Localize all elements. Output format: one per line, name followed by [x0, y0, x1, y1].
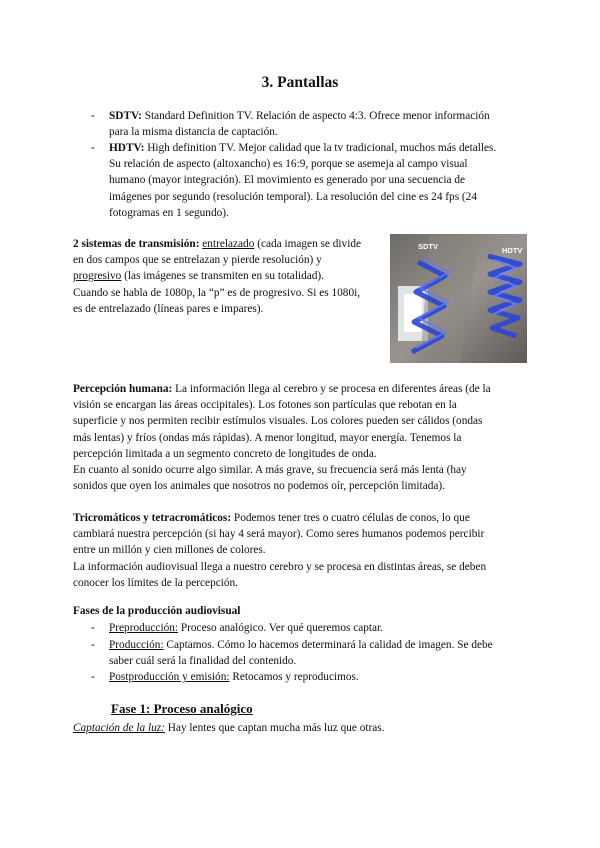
bullet-hdtv: HDTV: High definition TV. Mejor calidad que la tv tradicional, muchos más detalles. Su relación de aspecto (altoxancho) es 16:9, porque se asemeja al campo visual humano (mayor integración). El movimiento es generado por una secuencia de imágenes por segundo (resolución temporal). La resolución del cine es 24 fps (24 fotogramas en 1 segundo). [109, 142, 497, 219]
hdtv-label: HDTV [502, 246, 523, 255]
bullet-dash: - [91, 671, 95, 683]
term-sdtv: SDTV: [109, 110, 142, 122]
bullet-dash: - [91, 142, 95, 154]
page-title: 3. Pantallas [261, 74, 339, 91]
sdtv-label: SDTV [418, 242, 439, 251]
term-percepcion: Percepción humana: [73, 383, 173, 395]
transmission-paragraph: 2 sistemas de transmisión: entrelazado (cada imagen se divide en dos campos que se entrelazan y pierde resolución) y progresivo (las imágenes se transmiten en su totalidad). Cuando se habla de 1080p, la “p” es de progresivo. Si es 1080i, es de entrelazado (líneas pares e impares). [73, 238, 362, 315]
captacion-paragraph: Captación de la luz: Hay lentes que captan mucha más luz que otras. [73, 722, 385, 734]
sdtv-hdtv-figure [390, 234, 527, 363]
term-hdtv: HDTV: [109, 142, 145, 154]
term-progresivo: progresivo [73, 270, 122, 283]
bullet-dash: - [91, 639, 95, 651]
bullet-sdtv: SDTV: Standard Definition TV. Relación de aspecto 4:3. Ofrece menor información para la misma distancia de captación. [109, 110, 490, 139]
fases-heading: Fases de la producción audiovisual [73, 605, 241, 617]
tricromaticos-paragraph: Tricromáticos y tetracromáticos: Podemos tener tres o cuatro células de conos, lo que cambiará nuestra percepción (si hay 4 será mayor). Como seres humanos podemos percibir entre un millón y cien millones de colores. La información audiovisual llega a nuestro cerebro y se procesa en distintas áreas, se deben conocer los límites de la percepción. [73, 512, 487, 589]
fase-item-preproduccion: Preproducción: Proceso analógico. Ver qué queremos captar. [109, 622, 383, 634]
term-transmision: 2 sistemas de transmisión: [73, 238, 200, 250]
term-captacion: Captación de la luz: [73, 722, 165, 734]
term-entrelazado: entrelazado [202, 238, 255, 250]
bullet-dash: - [91, 110, 95, 122]
bullet-dash: - [91, 622, 95, 634]
fase-item-produccion: Producción: Captamos. Cómo lo hacemos determinará la calidad de imagen. Se debe saber cuál será la finalidad del contenido. [109, 639, 493, 668]
fase-item-postproduccion: Postproducción y emisión: Retocamos y reproducimos. [109, 671, 359, 683]
fase1-heading: Fase 1: Proceso analógico [111, 701, 253, 716]
percepcion-paragraph: Percepción humana: La información llega al cerebro y se procesa en diferentes áreas (de la visión se encargan las áreas occipitales). Los fotones son partículas que rebotan en la superficie y nos permiten recibir estímulos visuales. Los colores pueden ser cálidos (ondas más lentas) y fríos (ondas más rápidas). A menor longitud, mayor energía. Tenemos la percepción limitada a un segmento concreto de longitudes de onda. En cuanto al sonido ocurre algo similar. A más grave, su frecuencia será más lenta (hay sonidos que oyen los animales que nosotros no podemos oír, percepción limitada). [73, 383, 491, 493]
term-tricromaticos: Tricromáticos y tetracromáticos: [73, 512, 232, 524]
